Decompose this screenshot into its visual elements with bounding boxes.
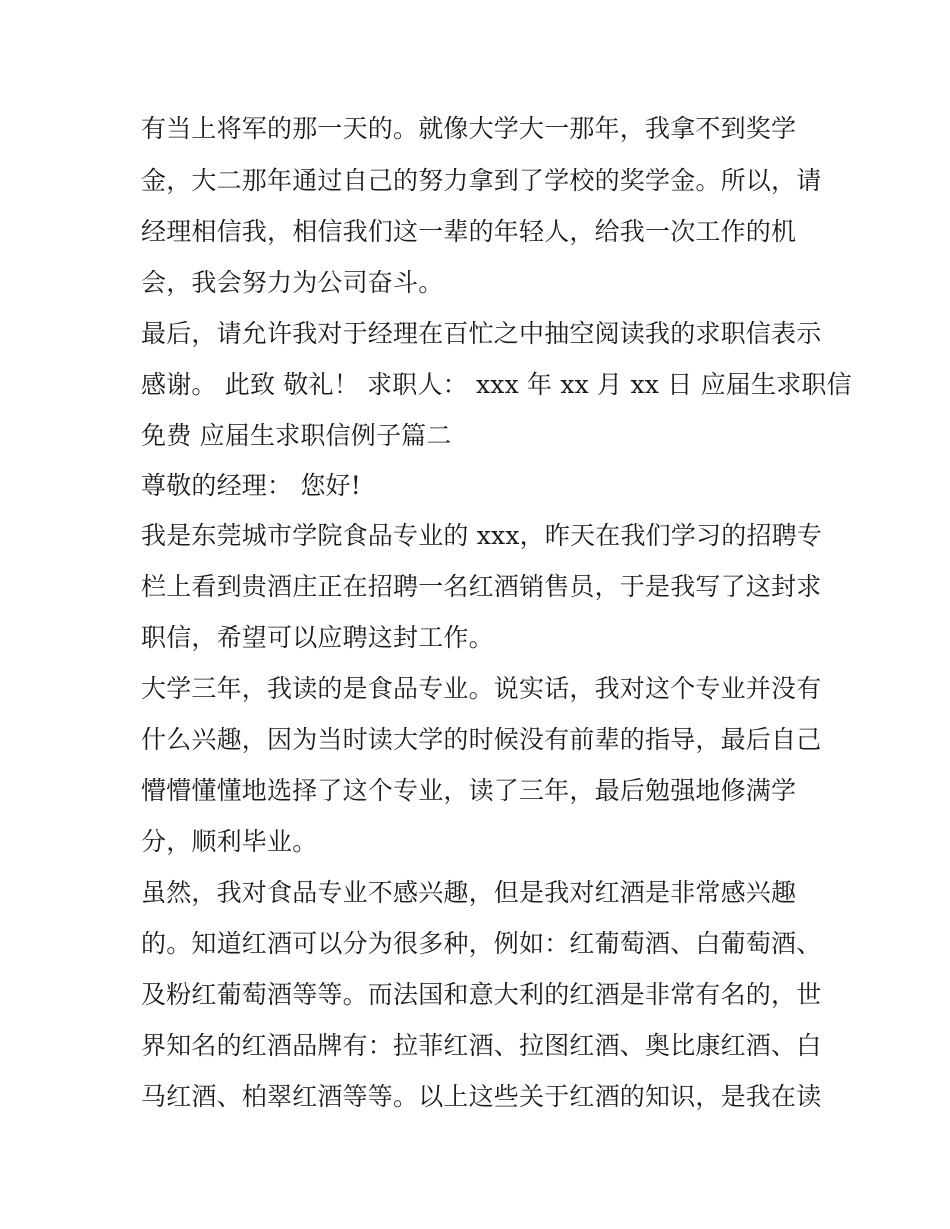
text-line: 懵懵懂懂地选择了这个专业，读了三年，最后勉强地修满学 <box>141 776 797 805</box>
text-line: 感谢。 此致 敬礼！ 求职人： xxx 年 xx 月 xx 日 应届生求职信 <box>141 370 852 399</box>
text-line: 金，大二那年通过自己的努力拿到了学校的奖学金。所以，请 <box>141 166 822 195</box>
text-line: 大学三年，我读的是食品专业。说实话，我对这个专业并没有 <box>141 674 822 703</box>
text-line: 马红酒、柏翠红酒等等。以上这些关于红酒的知识，是我在读 <box>141 1082 822 1111</box>
text-line: 虽然，我对食品专业不感兴趣，但是我对红酒是非常感兴趣 <box>141 878 797 907</box>
text-line: 界知名的红酒品牌有：拉菲红酒、拉图红酒、奥比康红酒、白 <box>141 1031 822 1060</box>
text-line: 免费 应届生求职信例子篇二 <box>141 421 452 450</box>
text-line: 栏上看到贵酒庄正在招聘一名红酒销售员，于是我写了这封求 <box>141 572 822 601</box>
text-line: 会，我会努力为公司奋斗。 <box>141 268 444 297</box>
text-line: 分，顺利毕业。 <box>141 827 318 856</box>
text-line: 职信，希望可以应聘这封工作。 <box>141 623 494 652</box>
text-line: 什么兴趣，因为当时读大学的时候没有前辈的指导，最后自己 <box>141 725 822 754</box>
text-line: 最后，请允许我对于经理在百忙之中抽空阅读我的求职信表示 <box>141 319 822 348</box>
text-line: 经理相信我，相信我们这一辈的年轻人，给我一次工作的机 <box>141 217 797 246</box>
text-line: 有当上将军的那一天的。就像大学大一那年，我拿不到奖学 <box>141 114 797 143</box>
text-line: 的。知道红酒可以分为很多种，例如：红葡萄酒、白葡萄酒、 <box>141 929 822 958</box>
text-line: 尊敬的经理： 您好! <box>141 471 361 500</box>
text-line: 我是东莞城市学院食品专业的 xxx，昨天在我们学习的招聘专 <box>141 521 823 550</box>
text-line: 及粉红葡萄酒等等。而法国和意大利的红酒是非常有名的，世 <box>141 980 822 1009</box>
